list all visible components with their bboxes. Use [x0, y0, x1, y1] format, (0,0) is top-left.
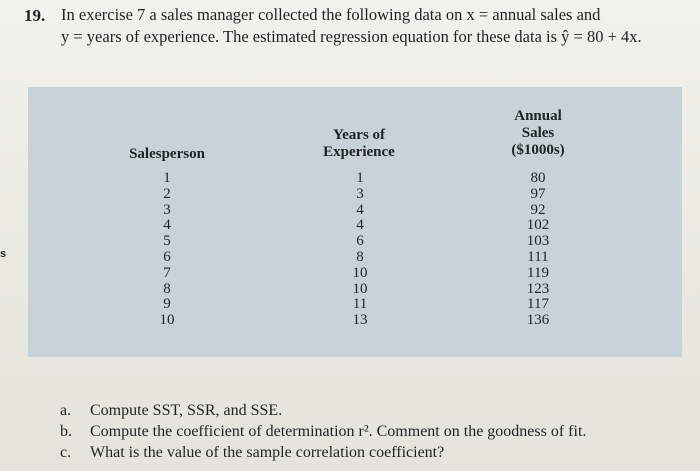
sales-cell: 80	[530, 170, 546, 186]
header-sales-line-3: ($1000s)	[511, 142, 565, 158]
experience-cell: 8	[356, 248, 364, 265]
sales-cell: 119	[527, 264, 549, 281]
problem-line-1: In exercise 7 a sales manager collected the following data on x = annual sales and	[61, 5, 601, 24]
sales-cell: 92	[530, 201, 546, 218]
question-text: Compute the coefficient of determination r². Comment on the goodness of fit.	[90, 423, 587, 440]
sales-cell: 97	[530, 185, 546, 202]
experience-cell: 6	[356, 233, 364, 250]
experience-cell: 13	[352, 312, 368, 329]
margin-mark: s	[0, 248, 7, 260]
problem-line-2: y = years of experience. The estimated regression equation for these data is ŷ = 80 + 4x.	[61, 27, 642, 46]
experience-cell: 4	[356, 201, 364, 218]
header-sales-line-1: Annual	[514, 108, 562, 124]
experience-cell: 10	[352, 280, 368, 297]
sales-cell: 111	[527, 248, 549, 265]
question-item	[60, 400, 690, 421]
question-text: What is the value of the sample correlation coefficient?	[90, 444, 445, 461]
sales-cell: 117	[527, 296, 549, 313]
experience-cell: 4	[356, 217, 364, 234]
header-experience-line-1: Years of	[332, 127, 386, 143]
sales-cell: 136	[526, 312, 550, 329]
experience-cell: 10	[352, 264, 368, 281]
column-experience	[330, 171, 390, 329]
question-label: c.	[60, 444, 72, 461]
sales-cell: 102	[526, 217, 550, 234]
salesperson-cell: 4	[163, 217, 171, 234]
question-item	[60, 421, 690, 442]
column-salesperson	[137, 171, 197, 329]
salesperson-cell: 7	[163, 264, 171, 281]
question-label: b.	[60, 423, 72, 440]
salesperson-cell: 10	[159, 312, 175, 329]
header-sales	[478, 108, 598, 159]
experience-cell: 11	[352, 296, 368, 313]
data-table	[28, 87, 682, 357]
salesperson-cell: 2	[163, 185, 171, 202]
salesperson-cell: 9	[163, 296, 171, 313]
experience-cell: 1	[356, 170, 364, 186]
questions-list	[60, 400, 690, 463]
salesperson-cell: 1	[163, 170, 171, 186]
question-label: a.	[60, 402, 72, 419]
header-sales-line-2: Sales	[521, 125, 555, 141]
sales-cell: 103	[526, 233, 550, 250]
question-item	[60, 442, 690, 463]
sales-cell: 123	[526, 280, 550, 297]
salesperson-cell: 5	[163, 233, 171, 250]
salesperson-cell: 3	[163, 201, 171, 218]
header-experience	[299, 127, 419, 161]
column-sales	[508, 171, 568, 329]
header-experience-line-2: Experience	[323, 144, 395, 160]
salesperson-cell: 8	[163, 280, 171, 297]
salesperson-cell: 6	[163, 248, 171, 265]
question-text: Compute SST, SSR, and SSE.	[90, 402, 283, 419]
header-salesperson: Salesperson	[129, 146, 205, 162]
problem-number: 19.	[24, 6, 46, 25]
experience-cell: 3	[356, 185, 364, 202]
problem-statement	[61, 4, 691, 48]
